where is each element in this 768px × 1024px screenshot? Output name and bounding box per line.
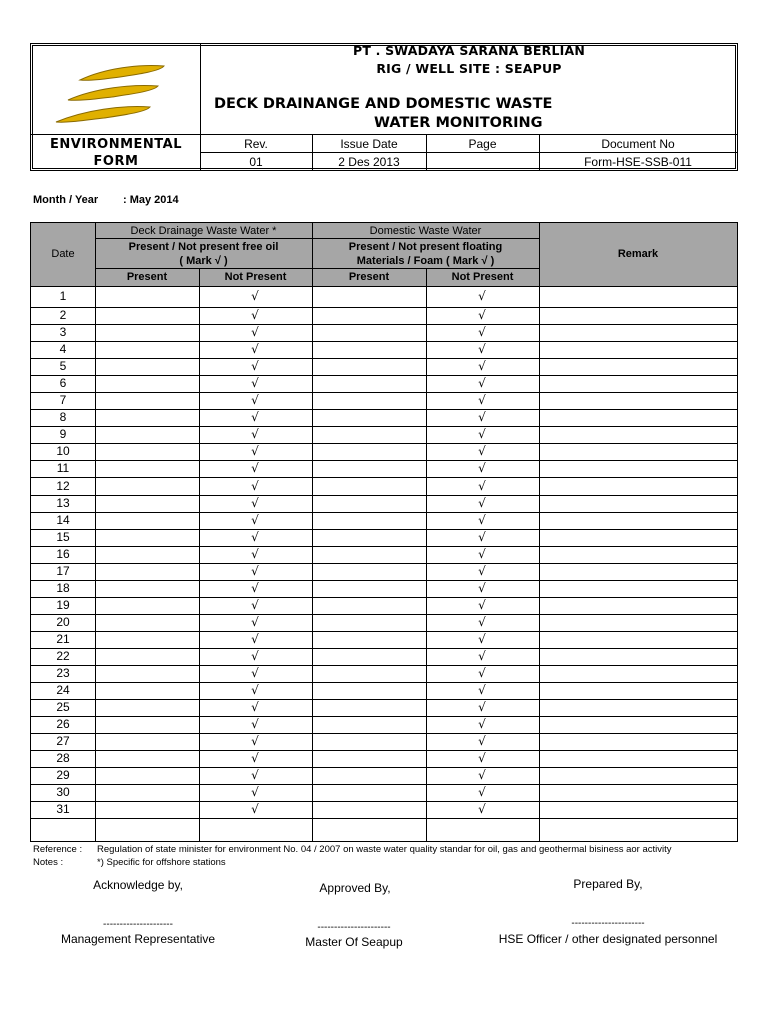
row-divider [31, 529, 737, 530]
domestic-not-present-check[interactable]: √ [478, 615, 486, 629]
row-divider [31, 648, 737, 649]
row-divider [31, 801, 737, 802]
row-divider [31, 818, 737, 819]
domestic-not-present-check[interactable]: √ [478, 632, 486, 646]
deck-not-present-check[interactable]: √ [251, 461, 259, 475]
domestic-not-present-check[interactable]: √ [478, 547, 486, 561]
domestic-not-present-check[interactable]: √ [478, 785, 486, 799]
domestic-not-present-check[interactable]: √ [478, 581, 486, 595]
deck-not-present-check[interactable]: √ [251, 427, 259, 441]
row-divider [31, 750, 737, 751]
deck-not-present-check[interactable]: √ [251, 547, 259, 561]
document-no-label: Document No [601, 137, 675, 151]
rig-site: RIG / WELL SITE : SEAPUP [376, 61, 562, 76]
deck-not-present-check[interactable]: √ [251, 802, 259, 816]
row-divider [31, 767, 737, 768]
issue-date-value: 2 Des 2013 [338, 155, 400, 169]
row-date: 27 [56, 734, 70, 748]
deck-drainage-mark: ( Mark √ ) [179, 255, 228, 267]
row-date: 7 [59, 393, 67, 407]
domestic-not-present-check[interactable]: √ [478, 325, 486, 339]
row-date: 18 [56, 581, 70, 595]
domestic-waste-mark: Materials / Foam ( Mark √ ) [356, 255, 495, 267]
form-title-line1: DECK DRAINANGE AND DOMESTIC WASTE [214, 96, 553, 112]
domestic-not-present-check[interactable]: √ [478, 376, 486, 390]
issue-date-label: Issue Date [340, 137, 398, 151]
reference-label: Reference : [33, 844, 83, 855]
row-divider [31, 341, 737, 342]
acknowledge-label: Acknowledge by, [93, 878, 183, 892]
notes-label: Notes : [33, 857, 64, 868]
row-divider [31, 409, 737, 410]
row-divider [31, 699, 737, 700]
row-date: 5 [59, 359, 67, 373]
domestic-not-present-check[interactable]: √ [478, 700, 486, 714]
form-type-line2: FORM [93, 154, 139, 169]
grid-line [199, 268, 200, 841]
row-date: 22 [56, 649, 70, 663]
deck-not-present-check[interactable]: √ [251, 615, 259, 629]
form-title-line2: WATER MONITORING [374, 115, 543, 131]
row-divider [31, 597, 737, 598]
deck-not-present-check[interactable]: √ [251, 410, 259, 424]
domestic-not-present-check[interactable]: √ [478, 427, 486, 441]
row-date: 26 [56, 717, 70, 731]
deck-not-present-check[interactable]: √ [251, 359, 259, 373]
domestic-not-present-check[interactable]: √ [478, 308, 486, 322]
row-date: 21 [56, 632, 70, 646]
header-divider [200, 152, 737, 153]
company-name: PT . SWADAYA SARANA BERLIAN [352, 43, 586, 58]
grid-line [312, 223, 313, 841]
domestic-not-present-check[interactable]: √ [478, 666, 486, 680]
role-hse-officer: HSE Officer / other designated personnel [498, 932, 718, 946]
row-date: 24 [56, 683, 70, 697]
domestic-waste-subheader: Present / Not present floating [348, 241, 503, 253]
deck-present-header: Present [126, 271, 168, 283]
role-master: Master Of Seapup [305, 935, 403, 949]
row-date: 16 [56, 547, 70, 561]
deck-drainage-header: Deck Drainage Waste Water * [130, 225, 277, 237]
domestic-not-present-check[interactable]: √ [478, 479, 486, 493]
row-divider [31, 733, 737, 734]
domestic-waste-header: Domestic Waste Water [369, 225, 482, 237]
deck-not-present-check[interactable]: √ [251, 376, 259, 390]
row-divider [31, 477, 737, 478]
row-divider [31, 682, 737, 683]
grid-line [95, 238, 539, 239]
deck-not-present-check[interactable]: √ [251, 785, 259, 799]
deck-not-present-check[interactable]: √ [251, 734, 259, 748]
row-date: 25 [56, 700, 70, 714]
approved-label: Approved By, [319, 881, 391, 895]
deck-not-present-check[interactable]: √ [251, 444, 259, 458]
row-divider [31, 426, 737, 427]
row-date: 28 [56, 751, 70, 765]
deck-not-present-check[interactable]: √ [251, 342, 259, 356]
deck-not-present-check[interactable]: √ [251, 751, 259, 765]
domestic-not-present-check[interactable]: √ [478, 717, 486, 731]
domestic-not-present-check[interactable]: √ [478, 289, 486, 303]
domestic-not-present-check[interactable]: √ [478, 768, 486, 782]
deck-not-present-check[interactable]: √ [251, 632, 259, 646]
row-divider [31, 358, 737, 359]
row-date: 17 [56, 564, 70, 578]
company-logo [50, 62, 170, 128]
row-date: 3 [59, 325, 67, 339]
row-divider [31, 495, 737, 496]
domestic-not-present-check[interactable]: √ [478, 530, 486, 544]
month-year-label: Month / Year [33, 194, 99, 206]
deck-not-present-check[interactable]: √ [251, 666, 259, 680]
domestic-not-present-check[interactable]: √ [478, 683, 486, 697]
deck-not-present-check[interactable]: √ [251, 649, 259, 663]
row-date: 31 [56, 802, 70, 816]
domestic-not-present-check[interactable]: √ [478, 393, 486, 407]
signature-line: ---------------------- [317, 922, 391, 933]
deck-not-present-check[interactable]: √ [251, 564, 259, 578]
deck-not-present-check[interactable]: √ [251, 717, 259, 731]
notes-text: *) Specific for offshore stations [97, 857, 226, 868]
domestic-not-present-check[interactable]: √ [478, 598, 486, 612]
domestic-not-present-check[interactable]: √ [478, 444, 486, 458]
row-divider [31, 563, 737, 564]
row-divider [31, 546, 737, 547]
row-date: 4 [59, 342, 67, 356]
document-no-value: Form-HSE-SSB-011 [584, 155, 692, 169]
row-divider [31, 665, 737, 666]
row-divider [31, 307, 737, 308]
row-divider [31, 580, 737, 581]
domestic-not-present-check[interactable]: √ [478, 342, 486, 356]
deck-drainage-subheader: Present / Not present free oil [128, 241, 279, 253]
row-date: 29 [56, 768, 70, 782]
domestic-not-present-check[interactable]: √ [478, 496, 486, 510]
deck-not-present-check[interactable]: √ [251, 700, 259, 714]
deck-not-present-check[interactable]: √ [251, 393, 259, 407]
grid-line [31, 286, 737, 287]
row-date: 14 [56, 513, 70, 527]
domestic-not-present-check[interactable]: √ [478, 410, 486, 424]
domestic-not-present-check[interactable]: √ [478, 734, 486, 748]
domestic-not-present-header: Not Present [451, 271, 514, 283]
month-year-value: : May 2014 [123, 194, 179, 206]
row-date: 19 [56, 598, 70, 612]
deck-not-present-check[interactable]: √ [251, 530, 259, 544]
page-label: Page [468, 137, 497, 151]
deck-not-present-check[interactable]: √ [251, 581, 259, 595]
deck-not-present-check[interactable]: √ [251, 308, 259, 322]
domestic-not-present-check[interactable]: √ [478, 564, 486, 578]
deck-not-present-check[interactable]: √ [251, 289, 259, 303]
deck-not-present-check[interactable]: √ [251, 513, 259, 527]
rev-value: 01 [249, 155, 263, 169]
domestic-not-present-check[interactable]: √ [478, 649, 486, 663]
signature-line: ---------------------- [571, 918, 645, 929]
rev-label: Rev. [244, 137, 268, 151]
domestic-not-present-check[interactable]: √ [478, 751, 486, 765]
col-remark-header: Remark [617, 248, 659, 260]
row-divider [31, 716, 737, 717]
row-divider [31, 460, 737, 461]
deck-not-present-check[interactable]: √ [251, 768, 259, 782]
domestic-not-present-check[interactable]: √ [478, 802, 486, 816]
header-divider [31, 134, 737, 135]
row-divider [31, 614, 737, 615]
grid-line [95, 268, 539, 269]
row-date: 11 [56, 461, 70, 475]
form-type-line1: ENVIRONMENTAL [50, 137, 182, 152]
deck-not-present-check[interactable]: √ [251, 479, 259, 493]
grid-line [426, 268, 427, 841]
row-divider [31, 392, 737, 393]
row-date: 30 [56, 785, 70, 799]
row-divider [31, 324, 737, 325]
row-date: 9 [59, 427, 67, 441]
row-date: 12 [56, 479, 70, 493]
row-date: 20 [56, 615, 70, 629]
domestic-not-present-check[interactable]: √ [478, 359, 486, 373]
col-date-header: Date [51, 248, 75, 260]
domestic-present-header: Present [348, 271, 390, 283]
domestic-not-present-check[interactable]: √ [478, 513, 486, 527]
deck-not-present-check[interactable]: √ [251, 496, 259, 510]
row-divider [31, 443, 737, 444]
row-date: 13 [56, 496, 70, 510]
row-date: 2 [59, 308, 67, 322]
prepared-label: Prepared By, [573, 877, 643, 891]
monitoring-table [30, 222, 738, 842]
row-date: 10 [56, 444, 70, 458]
deck-not-present-check[interactable]: √ [251, 683, 259, 697]
grid-line [539, 223, 540, 841]
deck-not-present-check[interactable]: √ [251, 598, 259, 612]
row-date: 15 [56, 530, 70, 544]
reference-text: Regulation of state minister for environment No. 04 / 2007 on waste water quality standar for oil, gas and geothermal bisiness aor activity [97, 844, 672, 855]
row-date: 8 [59, 410, 67, 424]
deck-not-present-check[interactable]: √ [251, 325, 259, 339]
deck-not-present-header: Not Present [224, 271, 287, 283]
domestic-not-present-check[interactable]: √ [478, 461, 486, 475]
row-divider [31, 631, 737, 632]
row-date: 1 [59, 289, 67, 303]
grid-line [95, 223, 96, 841]
signature-line: --------------------- [103, 919, 173, 930]
row-divider [31, 784, 737, 785]
row-date: 23 [56, 666, 70, 680]
row-date: 6 [59, 376, 67, 390]
row-divider [31, 512, 737, 513]
row-divider [31, 375, 737, 376]
role-management-representative: Management Representative [60, 932, 216, 946]
